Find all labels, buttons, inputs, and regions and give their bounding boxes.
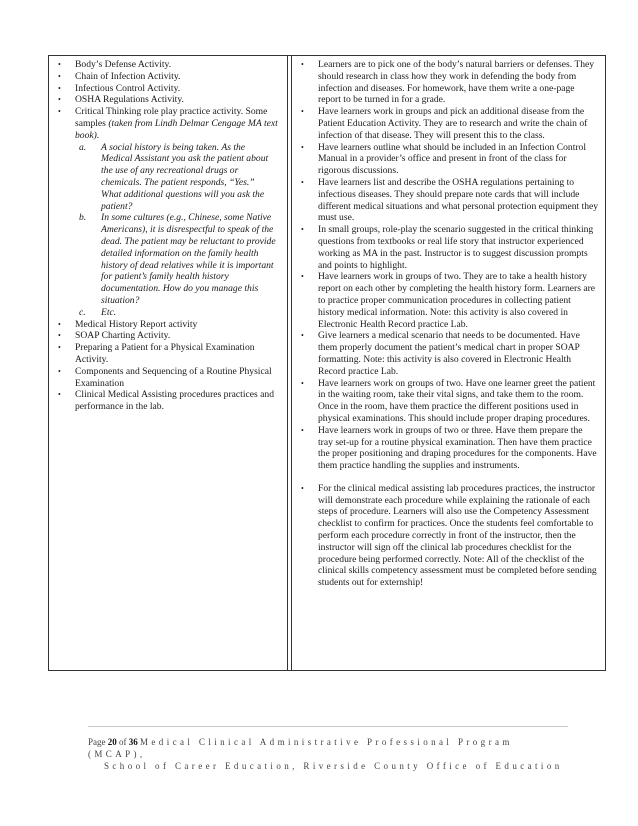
list-item: • Have learners work on groups of two. Have one learner greet the patient in the waiting room, take their vital signs, and take them to the room. Once in the room, have them practice the different positions used in physical examinations. This should include proper draping procedures. xyxy=(301,377,596,424)
bullet-icon: • xyxy=(301,483,304,493)
scenario-item: c. Etc. xyxy=(79,306,117,318)
list-item: • For the clinical medical assisting lab procedures practices, the instructor will demonstrate each procedure while explaining the rationale of each steps of procedure. Learners will also use the Competency Assessment checklist to confirm for practices. Once the students feel comfortable to perform each procedure correctly in front of the instructor, then the instructor will sign off the clinical lab procedures checklist for the procedure being performed correctly. Note: All of the checklist of the clinical skills competency assessment must be completed before sending students out for externship! xyxy=(301,482,597,589)
bullet-icon: • xyxy=(58,343,61,353)
bullet-icon: • xyxy=(58,107,61,117)
bullet-icon: • xyxy=(301,142,304,152)
list-item: • Have learners work in groups and pick an additional disease from the Patient Education Activity. They are to research and write the chain of infection of that disease. They will present this to the class. xyxy=(301,106,588,141)
list-item: • Infectious Control Activity. xyxy=(58,82,181,94)
total-pages: 36 xyxy=(128,737,138,747)
list-item: • Have learners work in groups of two or three. Have them prepare the tray set-up for a routine physical examination. Then have them practice the proper positioning and draping procedures for the components. Have them practice handling the supplies and instruments. xyxy=(301,424,597,472)
bullet-icon: • xyxy=(301,177,304,187)
column-divider xyxy=(287,56,288,670)
critical-thinking-label: Critical Thinking role play practice activity. Some samples xyxy=(75,106,268,129)
list-item: • Medical History Report activity xyxy=(58,318,198,330)
list-item: • Body’s Defense Activity. xyxy=(58,59,172,70)
bullet-icon: • xyxy=(301,107,304,117)
list-item: • Clinical Medical Assisting procedures practices and performance in the lab. xyxy=(58,389,275,413)
bullet-icon: • xyxy=(58,83,61,93)
list-item: • Have learners list and describe the OSHA regulations pertaining to infectious diseases. They should prepare note cards that will include different medical situations and what personal protection equipment they must use. xyxy=(301,176,599,224)
activities-column xyxy=(49,56,285,413)
scenario-item: b. In some cultures (e.g., Chinese, some Native Americans), it is disrespectful to speak of the dead. The patient may be reluctant to provide detailed information on the family health history of dead relatives while it is important for patient’s family health history documentation. How do you manage this situation? xyxy=(79,212,276,306)
bullet-icon: • xyxy=(58,390,61,400)
list-item: • Have learners work in groups of two. They are to take a health history report on each other by completing the health history form. Learners are to practice proper communication procedures in collecting patient history medical information. Note: this activity is also covered in Electronic Health Record practice Lab. xyxy=(301,271,596,330)
scenario-list xyxy=(75,142,285,319)
list-item: • SOAP Charting Activity. xyxy=(58,330,171,342)
page-footer xyxy=(88,726,568,772)
list-item: • Have learners outline what should be included in an Infection Control Manual in a provider’s office and present in front of the class for rigorous discussions. xyxy=(301,141,587,177)
school-name: School of Career Education, Riverside County Office of Education xyxy=(104,761,563,771)
critical-thinking-source: (taken from Lindh Delmar Cengage MA text book). xyxy=(75,117,278,141)
list-item: • OSHA Regulations Activity. xyxy=(58,94,184,106)
list-item: • In small groups, role-play the scenario suggested in the critical thinking questions from textbooks or real life story that instructor experienced working as MA in the past. Instructor is to suggest discussion prompts and points to highlight. xyxy=(301,224,594,271)
list-item: • Learners are to pick one of the body’s natural barriers or defenses. They should research in class how they work in defending the body from infection and diseases. For homework, have them write a one-page report to be turned in for a grade. xyxy=(301,59,595,106)
bullet-icon: • xyxy=(58,71,61,81)
activities-table xyxy=(48,55,606,671)
list-item: • Give learners a medical scenario that needs to be documented. Have them properly document the patient’s medical chart in proper SOAP formatting. Note: this activity is also covered in Electronic Health Record practice Lab. xyxy=(301,330,580,377)
instructions-column xyxy=(293,56,605,589)
bullet-icon: • xyxy=(301,425,304,435)
scenario-item: a. A social history is being taken. As the Medical Assistant you ask the patient about the use of any recreational drugs or chemicals. The patient responds, “Yes.” What additional questions will you ask the patient? xyxy=(79,141,269,212)
column-divider-inner xyxy=(291,56,292,670)
bullet-icon: • xyxy=(301,272,304,282)
list-item: • Components and Sequencing of a Routine Physical Examination xyxy=(58,365,272,389)
bullet-icon: • xyxy=(58,60,61,69)
list-item: • Preparing a Patient for a Physical Examination Activity. xyxy=(58,342,255,365)
bullet-icon: • xyxy=(58,331,61,341)
page-indicator: Page 20 of 36 xyxy=(88,737,138,747)
page-number: 20 xyxy=(107,737,117,747)
bullet-icon: • xyxy=(58,319,61,329)
list-item: • Chain of Infection Activity. xyxy=(58,70,181,82)
bullet-icon: • xyxy=(301,225,304,235)
bullet-icon: • xyxy=(58,95,61,105)
critical-thinking-item xyxy=(49,106,285,318)
bullet-icon: • xyxy=(301,60,304,69)
bullet-icon: • xyxy=(301,331,304,341)
program-name: Medical Clinical Administrative Professional Program (MCAP), xyxy=(88,737,513,759)
bullet-icon: • xyxy=(301,378,304,388)
bullet-icon: • xyxy=(58,366,61,376)
